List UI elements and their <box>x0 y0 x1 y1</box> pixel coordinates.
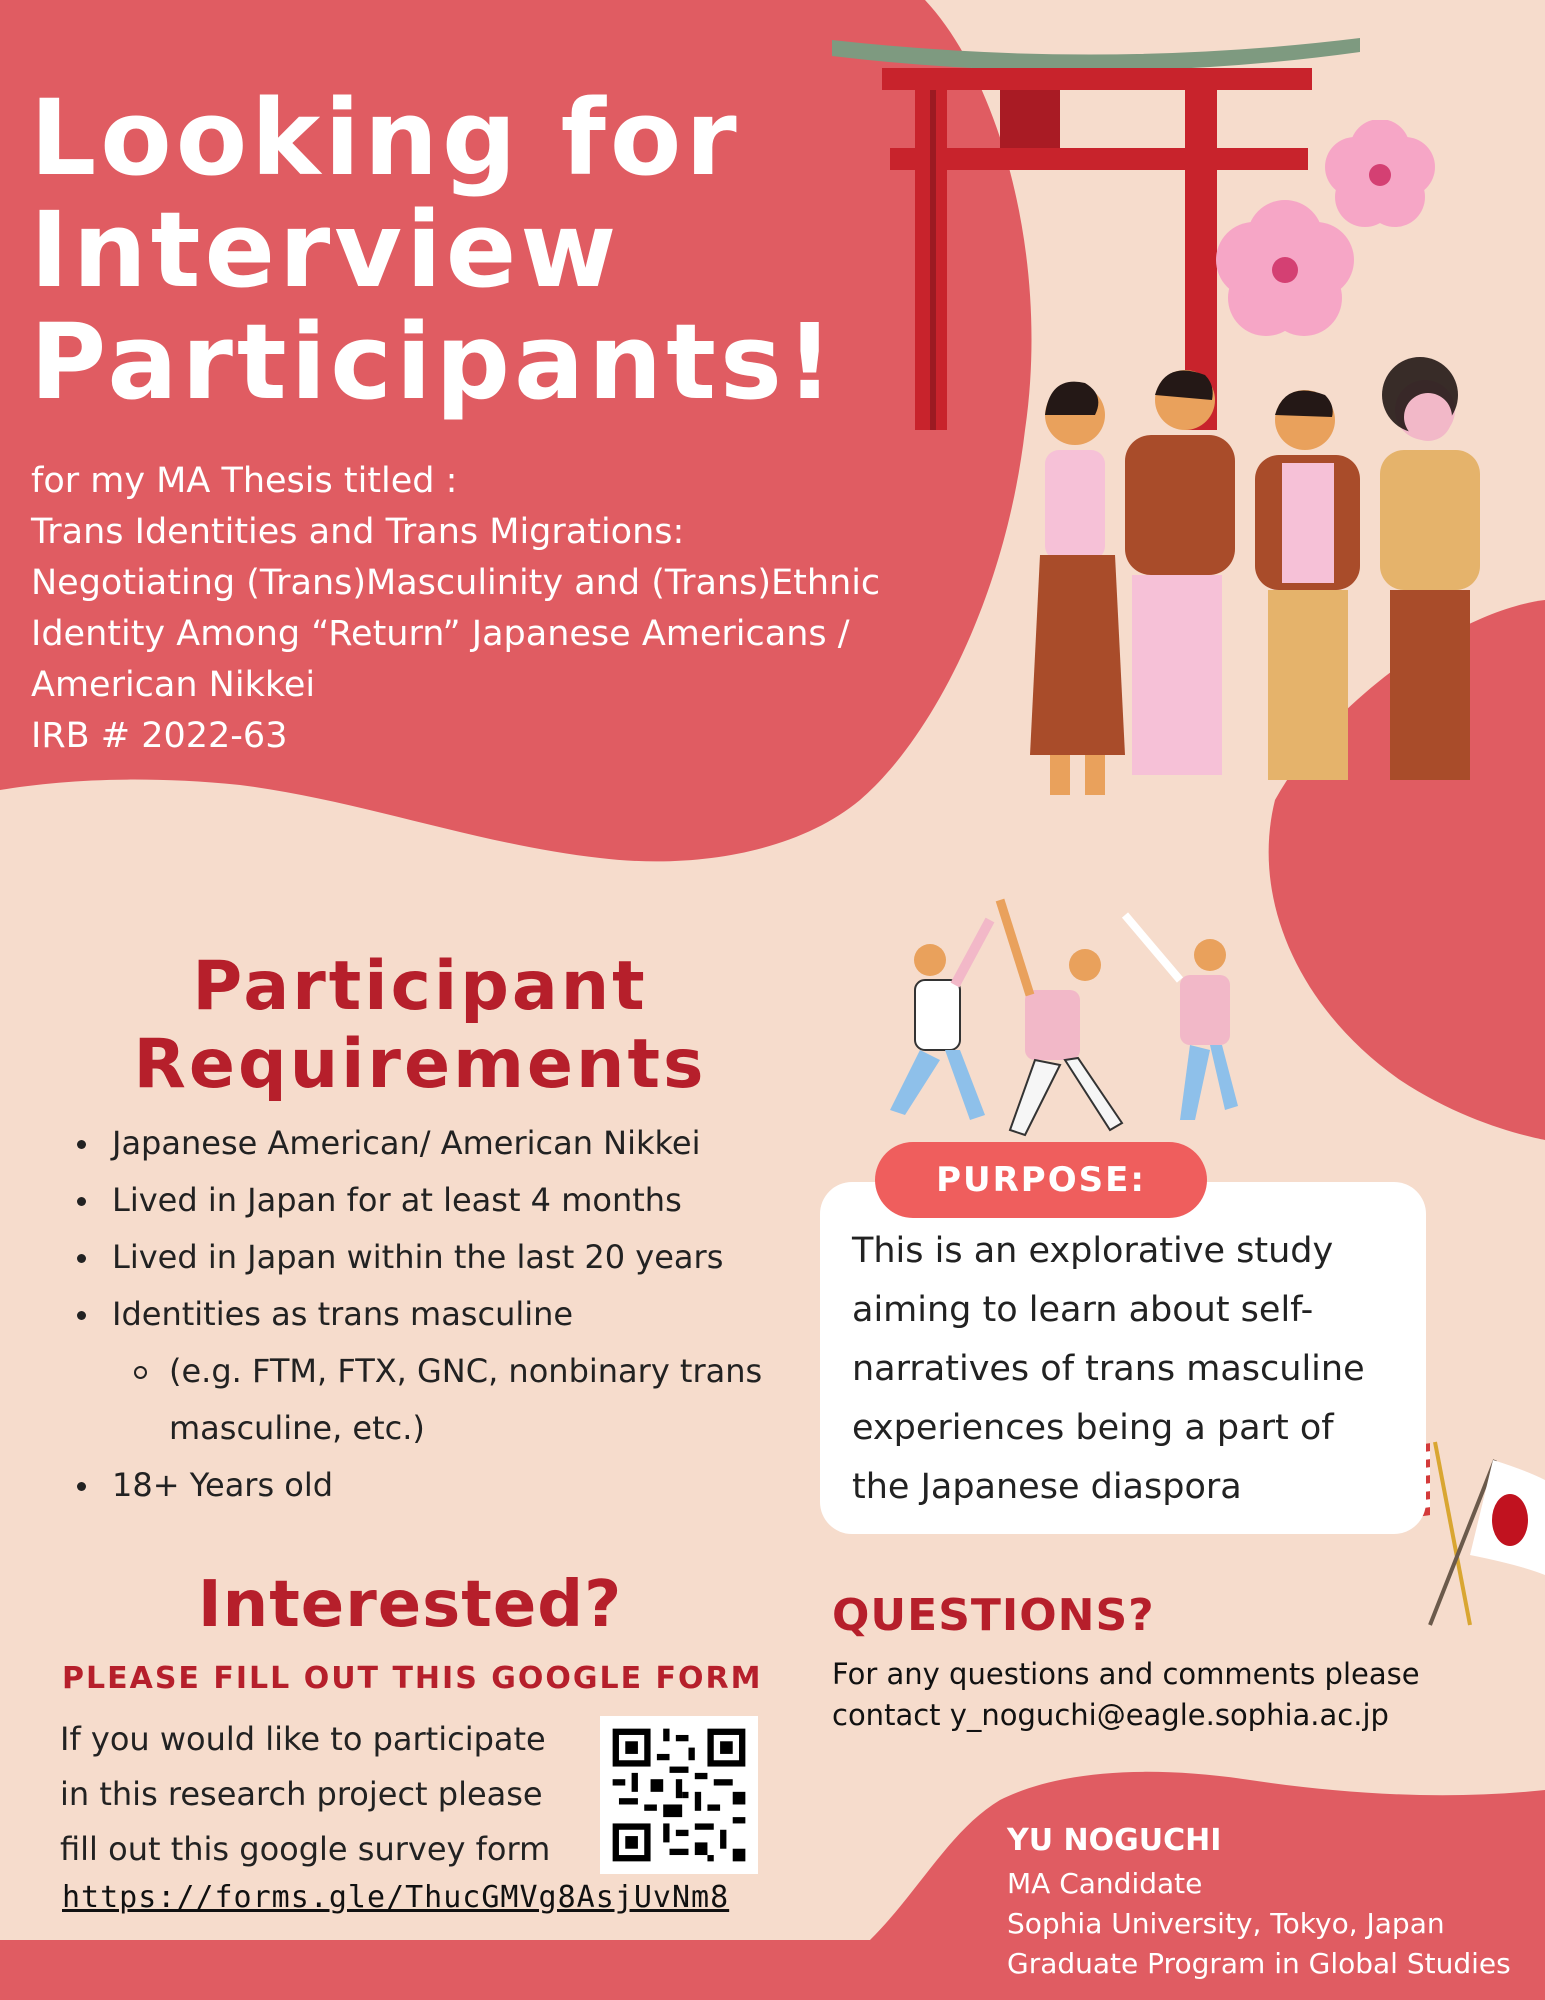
google-form-link[interactable]: https://forms.gle/ThucGMVg8AsjUvNm8 <box>62 1880 730 1915</box>
sub-list-item-continued: masculine, etc.) <box>169 1409 425 1447</box>
questions-contact-text <box>832 1654 1512 1736</box>
thesis-info <box>31 456 991 762</box>
questions-line: contact y_noguchi@eagle.sophia.ac.jp <box>832 1698 1389 1732</box>
purpose-text <box>852 1222 1412 1517</box>
thesis-line: for my MA Thesis titled : <box>31 461 458 501</box>
questions-heading: QUESTIONS? <box>832 1590 1155 1641</box>
list-item: Lived in Japan within the last 20 years <box>72 1229 812 1286</box>
list-item: 18+ Years old <box>72 1457 812 1514</box>
author-info <box>1007 1818 1527 1984</box>
instruction-line: If you would like to participate <box>60 1720 546 1758</box>
purpose-line: aiming to learn about self- <box>852 1290 1314 1330</box>
purpose-line: This is an explorative study <box>852 1231 1334 1271</box>
questions-line: For any questions and comments please <box>832 1657 1420 1691</box>
google-form-subheading: PLEASE FILL OUT THIS GOOGLE FORM <box>62 1661 763 1696</box>
author-name: YU NOGUCHI <box>1007 1823 1222 1858</box>
page-title <box>30 77 930 423</box>
author-university: Sophia University, Tokyo, Japan <box>1007 1907 1445 1940</box>
qr-code-graphic <box>600 1716 758 1874</box>
cherry-blossom-icon <box>1205 120 1445 350</box>
title-line: Interview <box>30 189 621 311</box>
interested-heading: Interested? <box>197 1568 623 1642</box>
instruction-line: in this research project please <box>60 1775 543 1813</box>
title-line: Looking for <box>30 77 741 199</box>
heading-line: Participant <box>192 947 648 1026</box>
sub-list-item: (e.g. FTM, FTX, GNC, nonbinary trans <box>72 1343 812 1400</box>
purpose-label: PURPOSE: <box>875 1142 1207 1218</box>
requirements-list <box>72 1115 812 1514</box>
thesis-line: American Nikkei <box>31 665 316 705</box>
list-item: Identities as trans masculine <box>72 1286 812 1343</box>
participation-instructions <box>60 1712 620 1877</box>
requirements-heading <box>60 948 780 1104</box>
author-role: MA Candidate <box>1007 1867 1203 1900</box>
purpose-line: experiences being a part of <box>852 1408 1334 1448</box>
instruction-line: fill out this google survey form <box>60 1830 551 1868</box>
list-item: Japanese American/ American Nikkei <box>72 1115 812 1172</box>
purpose-line: the Japanese diaspora <box>852 1467 1242 1507</box>
list-item: Lived in Japan for at least 4 months <box>72 1172 812 1229</box>
purpose-line: narratives of trans masculine <box>852 1349 1365 1389</box>
thesis-line: Identity Among “Return” Japanese Americans / <box>31 614 850 654</box>
author-program: Graduate Program in Global Studies <box>1007 1947 1511 1980</box>
dancers-illustration <box>860 880 1280 1160</box>
thesis-line: Negotiating (Trans)Masculinity and (Trans)Ethnic <box>31 563 881 603</box>
thesis-line: Trans Identities and Trans Migrations: <box>31 512 685 552</box>
qr-code-icon[interactable] <box>600 1716 758 1874</box>
irb-number: IRB # 2022-63 <box>31 716 288 756</box>
heading-line: Requirements <box>133 1025 707 1104</box>
title-line: Participants! <box>30 301 838 423</box>
people-greeting-illustration <box>1000 355 1520 815</box>
